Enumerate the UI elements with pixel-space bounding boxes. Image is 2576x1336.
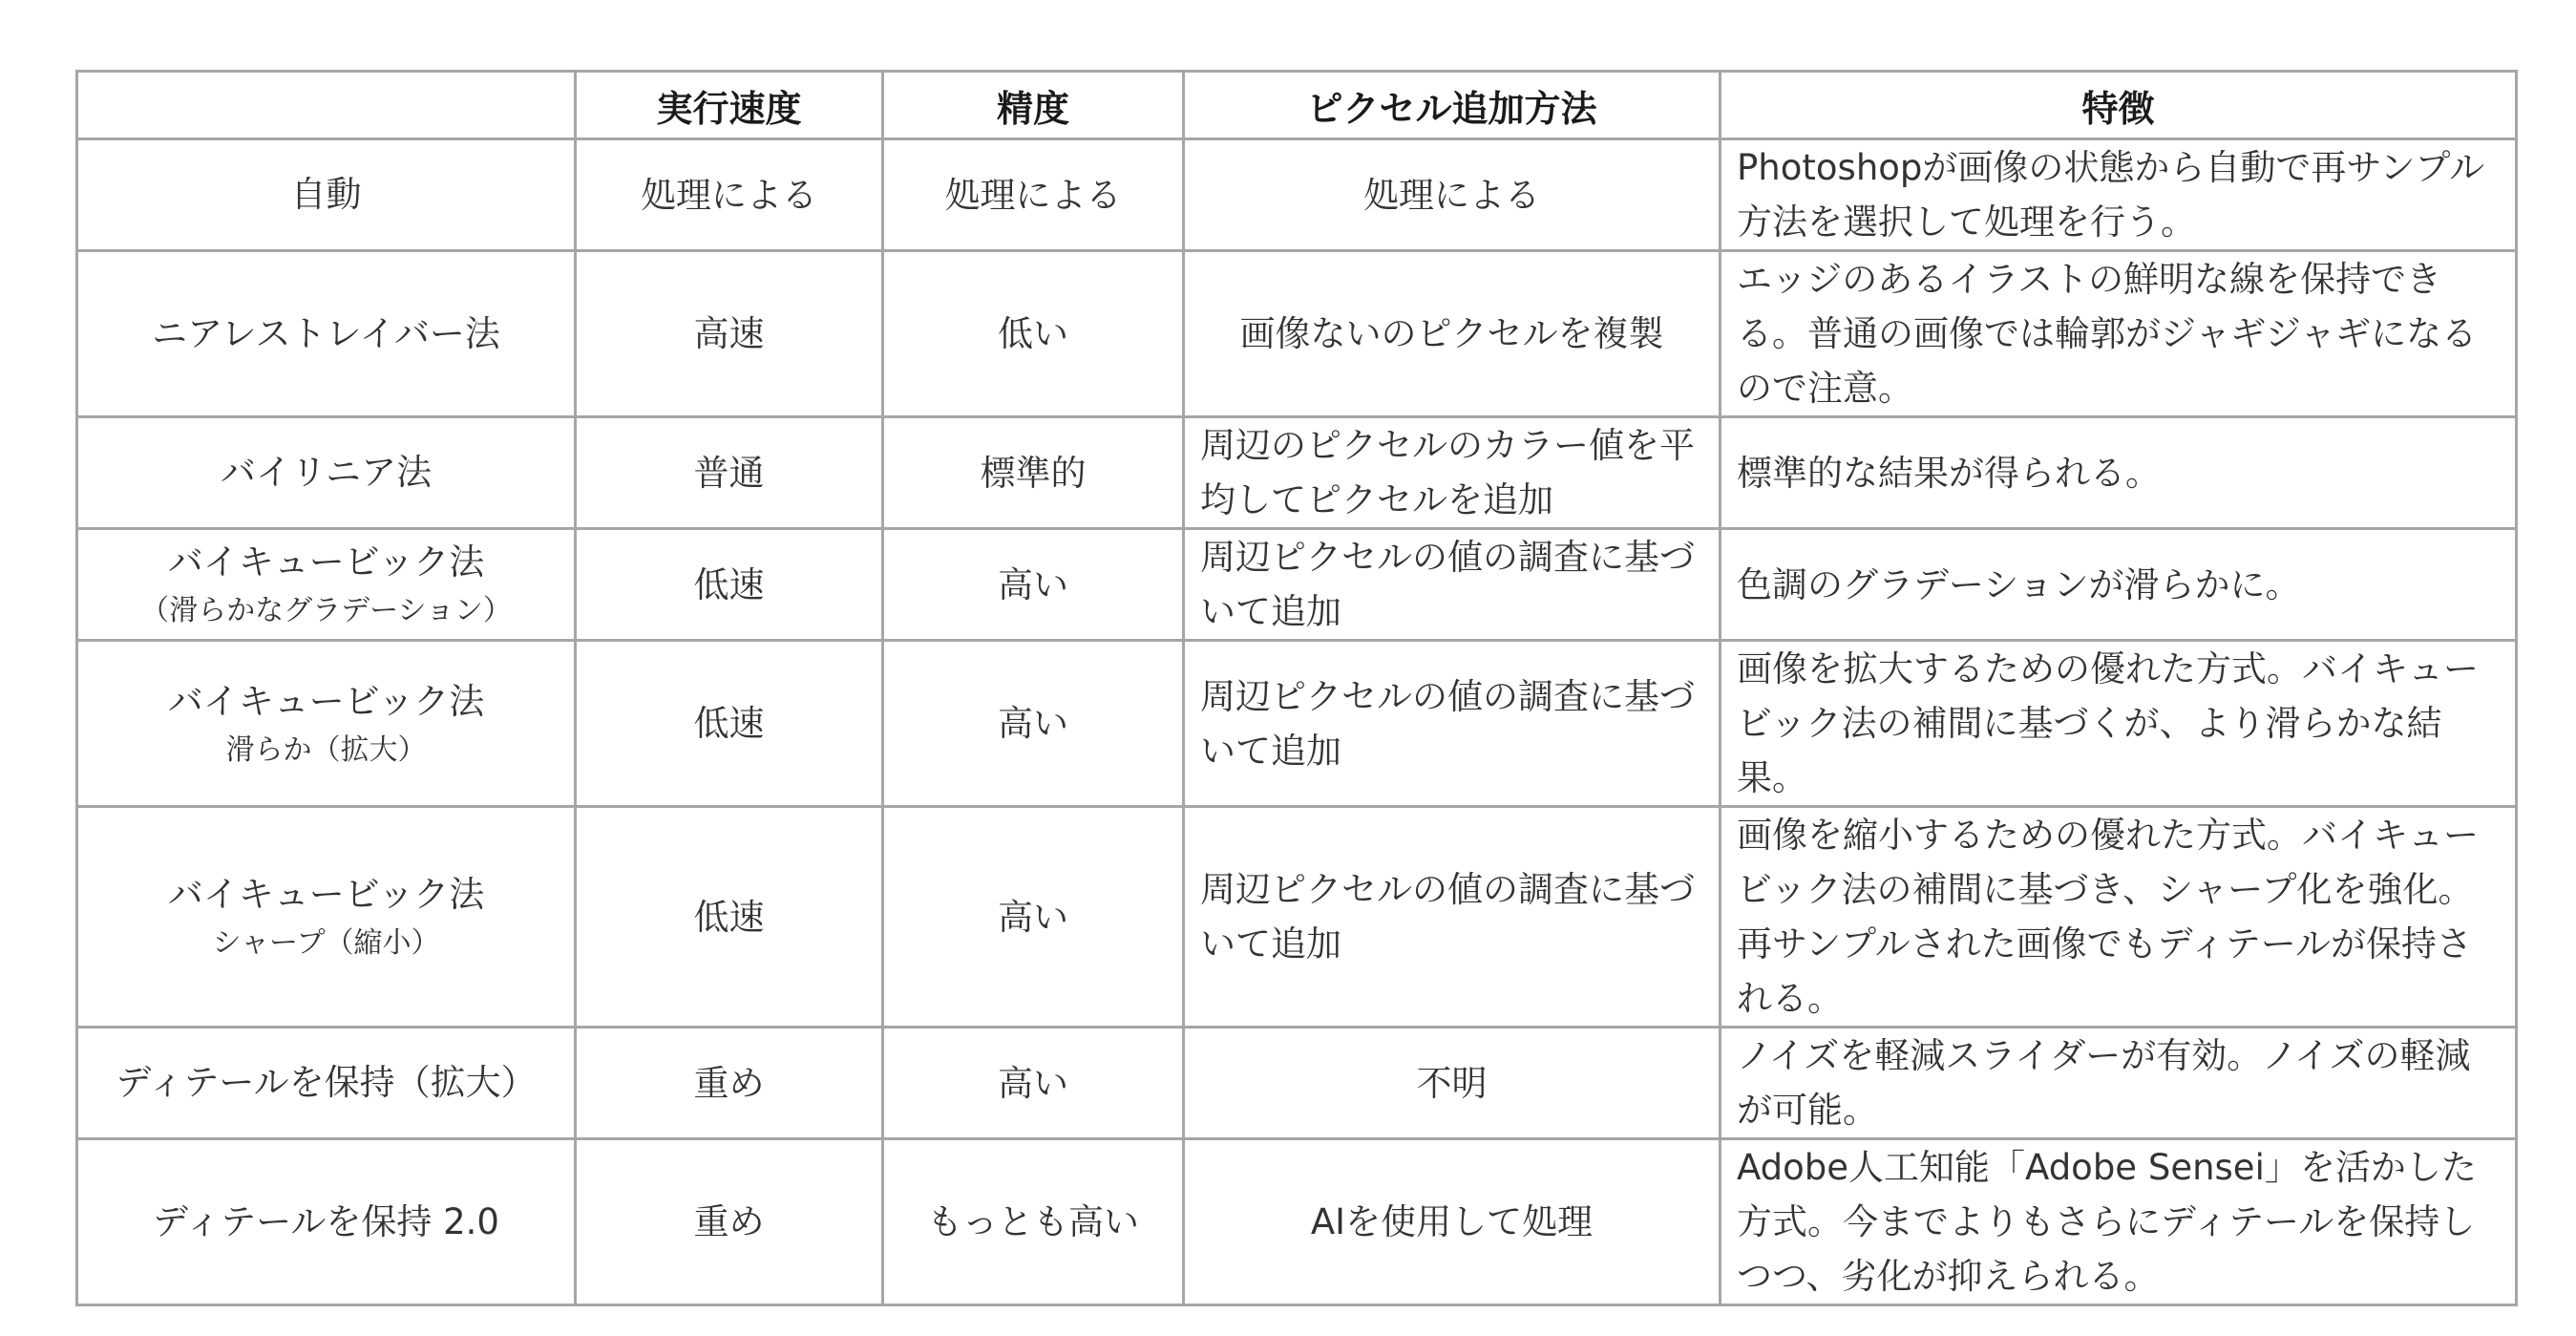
accuracy-cell: 処理による bbox=[883, 139, 1184, 251]
pixel-method-cell: 周辺ピクセルの値の調査に基づいて追加 bbox=[1184, 807, 1721, 1028]
accuracy-cell: 高い bbox=[883, 641, 1184, 807]
method-name: バイリニア法 bbox=[220, 452, 433, 493]
speed-cell: 重め bbox=[576, 1028, 883, 1139]
method-cell bbox=[77, 251, 576, 417]
accuracy-cell: 高い bbox=[883, 1028, 1184, 1139]
speed-cell: 低速 bbox=[576, 641, 883, 807]
pixel-method-cell: 周辺のピクセルのカラー値を平均してピクセルを追加 bbox=[1184, 417, 1721, 529]
method-name: バイキュービック法 bbox=[167, 874, 485, 915]
method-name: バイキュービック法 bbox=[167, 541, 485, 583]
speed-cell: 低速 bbox=[576, 807, 883, 1028]
table-row bbox=[77, 139, 2517, 251]
pixel-method-cell: 画像ないのピクセルを複製 bbox=[1184, 251, 1721, 417]
feature-cell: Photoshopが画像の状態から自動で再サンプル方法を選択して処理を行う。 bbox=[1721, 139, 2517, 251]
pixel-method-cell: 周辺ピクセルの値の調査に基づいて追加 bbox=[1184, 641, 1721, 807]
table-row bbox=[77, 1028, 2517, 1139]
accuracy-cell: 低い bbox=[883, 251, 1184, 417]
header-row bbox=[77, 72, 2517, 139]
pixel-method-cell: 周辺ピクセルの値の調査に基づいて追加 bbox=[1184, 529, 1721, 641]
method-name: 自動 bbox=[290, 174, 362, 215]
header-feature: 特徴 bbox=[1721, 72, 2517, 139]
method-variant: シャープ（縮小） bbox=[212, 926, 440, 960]
speed-cell: 高速 bbox=[576, 251, 883, 417]
feature-cell: ノイズを軽減スライダーが有効。ノイズの軽減が可能。 bbox=[1721, 1028, 2517, 1139]
table-row bbox=[77, 807, 2517, 1028]
method-cell bbox=[77, 1139, 576, 1305]
speed-cell: 低速 bbox=[576, 529, 883, 641]
table-row bbox=[77, 641, 2517, 807]
header-speed: 実行速度 bbox=[576, 72, 883, 139]
method-name: ディテールを保持 2.0 bbox=[153, 1200, 499, 1242]
method-cell bbox=[77, 529, 576, 641]
feature-cell: 画像を拡大するための優れた方式。バイキュービック法の補間に基づくが、より滑らかな結果。 bbox=[1721, 641, 2517, 807]
feature-cell: 標準的な結果が得られる。 bbox=[1721, 417, 2517, 529]
table-row bbox=[77, 529, 2517, 641]
pixel-method-cell: 不明 bbox=[1184, 1028, 1721, 1139]
accuracy-cell: もっとも高い bbox=[883, 1139, 1184, 1305]
method-name: バイキュービック法 bbox=[167, 680, 485, 722]
header-method bbox=[77, 72, 576, 139]
method-cell bbox=[77, 1028, 576, 1139]
resample-method-table bbox=[75, 70, 2518, 1306]
method-name: ディテールを保持（拡大） bbox=[116, 1062, 537, 1103]
table-row bbox=[77, 251, 2517, 417]
accuracy-cell: 高い bbox=[883, 529, 1184, 641]
speed-cell: 普通 bbox=[576, 417, 883, 529]
header-accuracy: 精度 bbox=[883, 72, 1184, 139]
accuracy-cell: 標準的 bbox=[883, 417, 1184, 529]
speed-cell: 重め bbox=[576, 1139, 883, 1305]
method-cell bbox=[77, 139, 576, 251]
speed-cell: 処理による bbox=[576, 139, 883, 251]
feature-cell: エッジのあるイラストの鮮明な線を保持できる。普通の画像では輪郭がジャギジャギになるので注意。 bbox=[1721, 251, 2517, 417]
feature-cell: 色調のグラデーションが滑らかに。 bbox=[1721, 529, 2517, 641]
method-cell bbox=[77, 641, 576, 807]
table-row bbox=[77, 1139, 2517, 1305]
feature-cell: 画像を縮小するための優れた方式。バイキュービック法の補間に基づき、シャープ化を強化。再サンプルされた画像でもディテールが保持される。 bbox=[1721, 807, 2517, 1028]
pixel-method-cell: 処理による bbox=[1184, 139, 1721, 251]
accuracy-cell: 高い bbox=[883, 807, 1184, 1028]
method-cell bbox=[77, 417, 576, 529]
table-row bbox=[77, 417, 2517, 529]
method-variant: 滑らか（拡大） bbox=[225, 732, 427, 767]
method-cell bbox=[77, 807, 576, 1028]
method-variant: （滑らかなグラデーション） bbox=[140, 594, 512, 627]
method-name: ニアレストレイバー法 bbox=[152, 312, 500, 354]
header-pixel-method: ピクセル追加方法 bbox=[1184, 72, 1721, 139]
feature-cell: Adobe人工知能「Adobe Sensei」を活かした方式。今までよりもさらにディテールを保持しつつ、劣化が抑えられる。 bbox=[1721, 1139, 2517, 1305]
pixel-method-cell: AIを使用して処理 bbox=[1184, 1139, 1721, 1305]
